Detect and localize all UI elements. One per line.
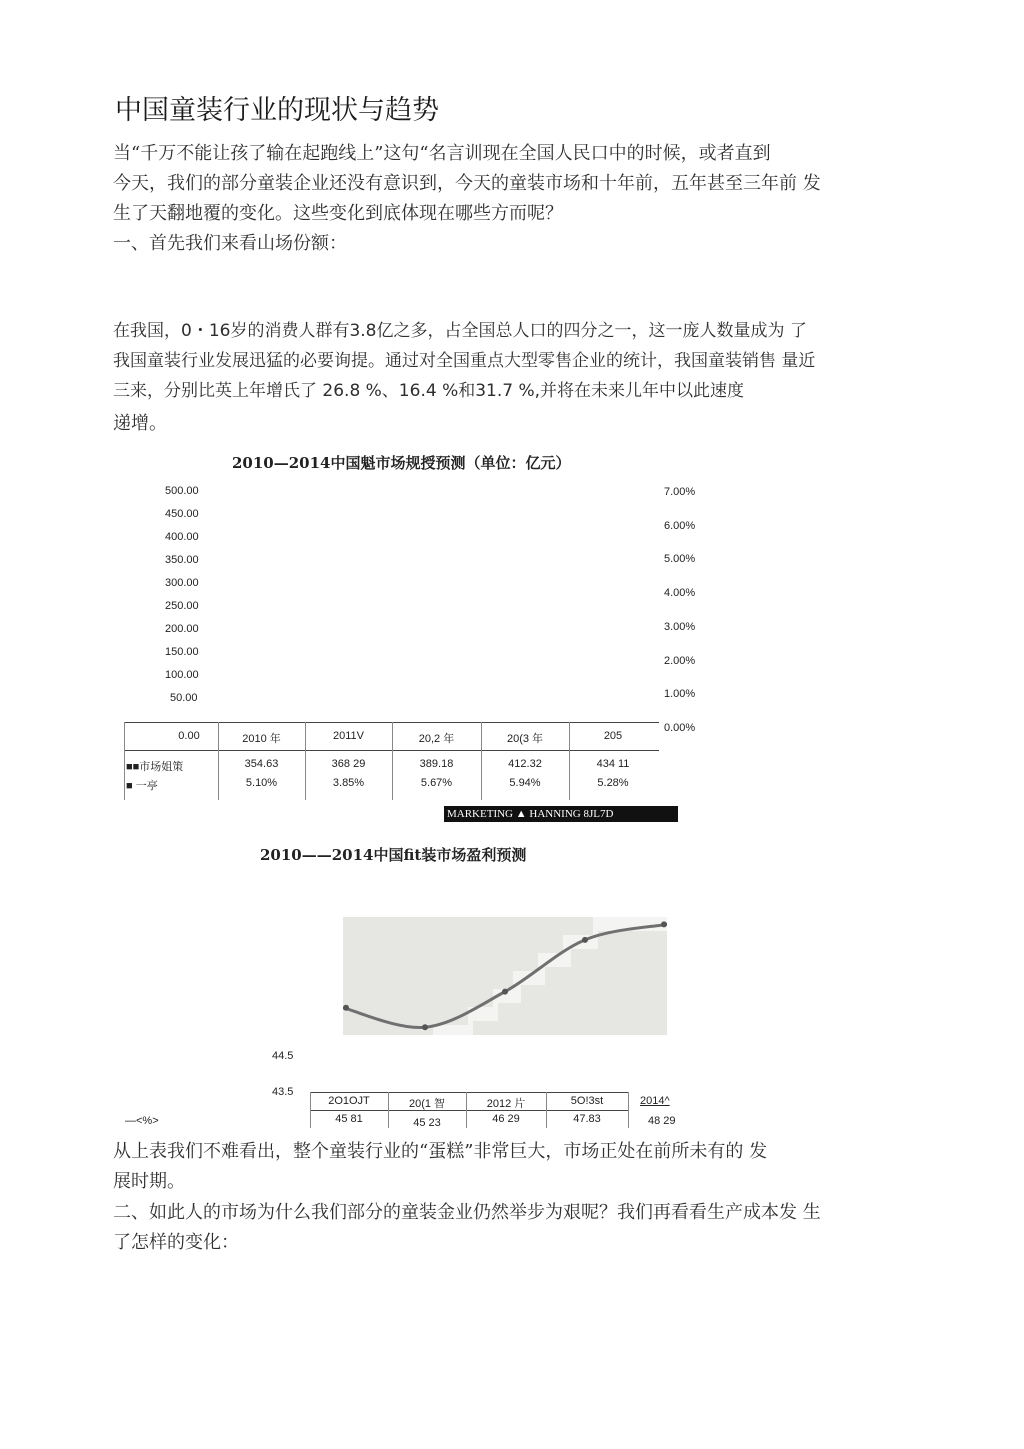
profit-data-point (661, 921, 667, 927)
section-heading-1: 一、首先我们来看山场份额： (113, 233, 347, 254)
y2-tick-label: 4.00% (664, 587, 696, 599)
intro-line: 当“千万不能让孩了输在起跑线上”这句“名言训现在全国人民口中的时候，或者直到 (113, 143, 771, 164)
table-cell: 434 11 (596, 758, 630, 770)
row-legend: ■ 一亭 (126, 780, 158, 792)
y-tick-label: 450.00 (165, 508, 199, 520)
y2-tick-label: 2.00% (664, 655, 696, 667)
table-cell: 3.85% (332, 777, 365, 789)
chart2-y-tick: 43.5 (272, 1086, 294, 1098)
table-cell: 47.83 (573, 1113, 601, 1125)
y2-tick-label: 3.00% (664, 621, 696, 633)
chart1-title: 2010—2014中国魁市场规授预测（单位：亿元） (232, 454, 571, 472)
y-tick-label: 50.00 (170, 692, 198, 704)
table-cell: 5.28% (597, 777, 629, 789)
table-header: 20,2 年 (418, 733, 455, 745)
y-tick-label: 200.00 (165, 623, 199, 635)
chart2-plot (343, 917, 667, 1035)
chart2-y-tick: 44.5 (272, 1050, 294, 1062)
y-tick-label: 150.00 (165, 646, 199, 658)
table-rule (124, 722, 125, 800)
table-cell: 389.18 (419, 758, 454, 770)
table-cell: 412.32 (508, 758, 542, 770)
table-cell: 45 81 (335, 1113, 363, 1125)
conclusion-paragraph (113, 1137, 767, 1197)
table-cell: 45 23 (413, 1117, 441, 1129)
table-rule (628, 1092, 629, 1128)
profit-data-point (343, 1005, 349, 1011)
table-header: 2014^ (640, 1095, 670, 1107)
y-tick-label: 300.00 (165, 577, 199, 589)
conclusion-line: 从上表我们不难看出，整个童装行业的“蛋糕”非常巨大，市场正处在前所未有的 发 (113, 1141, 768, 1162)
section-heading-2 (113, 1198, 821, 1258)
y2-tick-label: 0.00% (664, 722, 696, 734)
table-header: 2010 年 (242, 733, 281, 745)
table-cell: 46 29 (492, 1113, 520, 1125)
table-cell: 5.67% (420, 777, 453, 789)
market-line: 在我国，0・16岁的消费人群有3.8亿之多，占全国总人口的四分之一，这一庞人数量成为 了 (113, 321, 807, 341)
chart1-source-label: MARKETING ▲ HANNING 8JL7D (444, 806, 678, 822)
intro-line: 今天，我们的部分童装企业还没有意识到，今天的童装市场和十年前，五年甚至三年前 发 (113, 173, 821, 194)
market-line: 三来，分别比英上年增氏了 26.8 %、16.4 %和31.7 %,并将在未来儿年中以此速度 (113, 381, 745, 401)
y2-tick-label: 6.00% (664, 520, 696, 532)
market-paragraph (113, 316, 815, 406)
intro-paragraph (113, 139, 821, 229)
y-tick-label: 250.00 (165, 600, 199, 612)
chart2-title: 2010——2014中国fit装市场盈利预测 (260, 846, 527, 864)
profit-data-point (422, 1024, 428, 1030)
table-cell: 48 29 (648, 1115, 676, 1127)
profit-data-point (502, 989, 508, 995)
section2-line: 了怎样的变化： (113, 1232, 239, 1253)
table-header: 20(3 年 (506, 733, 544, 745)
table-header: 20(1 智 (408, 1098, 446, 1110)
y-tick-label: 400.00 (165, 531, 199, 543)
y-tick-label: 350.00 (165, 554, 199, 566)
table-cell: 5.94% (509, 777, 541, 789)
table-rule (310, 1092, 628, 1093)
market-line: 我国童装行业发展迅猛的必要询提。通过对全国重点大型零售企业的统计，我国童装销售 量近 (113, 351, 816, 371)
table-header: 2O1OJT (328, 1095, 370, 1107)
table-cell: 5.10% (245, 777, 278, 789)
y-tick-label: 100.00 (165, 669, 199, 681)
table-cell: 354.63 (244, 758, 279, 770)
table-header: 5O!3st (570, 1095, 604, 1107)
section2-line: 二、如此人的市场为什么我们部分的童装金业仍然举步为艰呢？我们再看看生产成本发 生 (113, 1202, 821, 1223)
y2-tick-label: 5.00% (664, 553, 696, 565)
plot-background (343, 917, 667, 1035)
market-paragraph-tail: 递增。 (113, 413, 167, 434)
page-title: 中国童装行业的现状与趋势 (115, 95, 439, 126)
table-header: 2012 片 (486, 1098, 526, 1110)
table-header: 2011V (333, 730, 364, 742)
y2-tick-label: 7.00% (664, 486, 696, 498)
y2-tick-label: 1.00% (664, 688, 696, 700)
profit-data-point (582, 937, 588, 943)
row-legend: ■■市场姐策 (126, 761, 184, 773)
intro-line: 生了天翻地覆的变化。这些变化到底体现在哪些方而呢？ (113, 203, 563, 224)
conclusion-line: 展时期。 (113, 1171, 185, 1192)
y-tick-label: 500.00 (165, 485, 199, 497)
table-cell: 368 29 (331, 758, 366, 770)
series-label: —<%> (125, 1115, 159, 1127)
table-header: 205 (603, 730, 623, 742)
origin-label: 0.00 (178, 730, 200, 742)
